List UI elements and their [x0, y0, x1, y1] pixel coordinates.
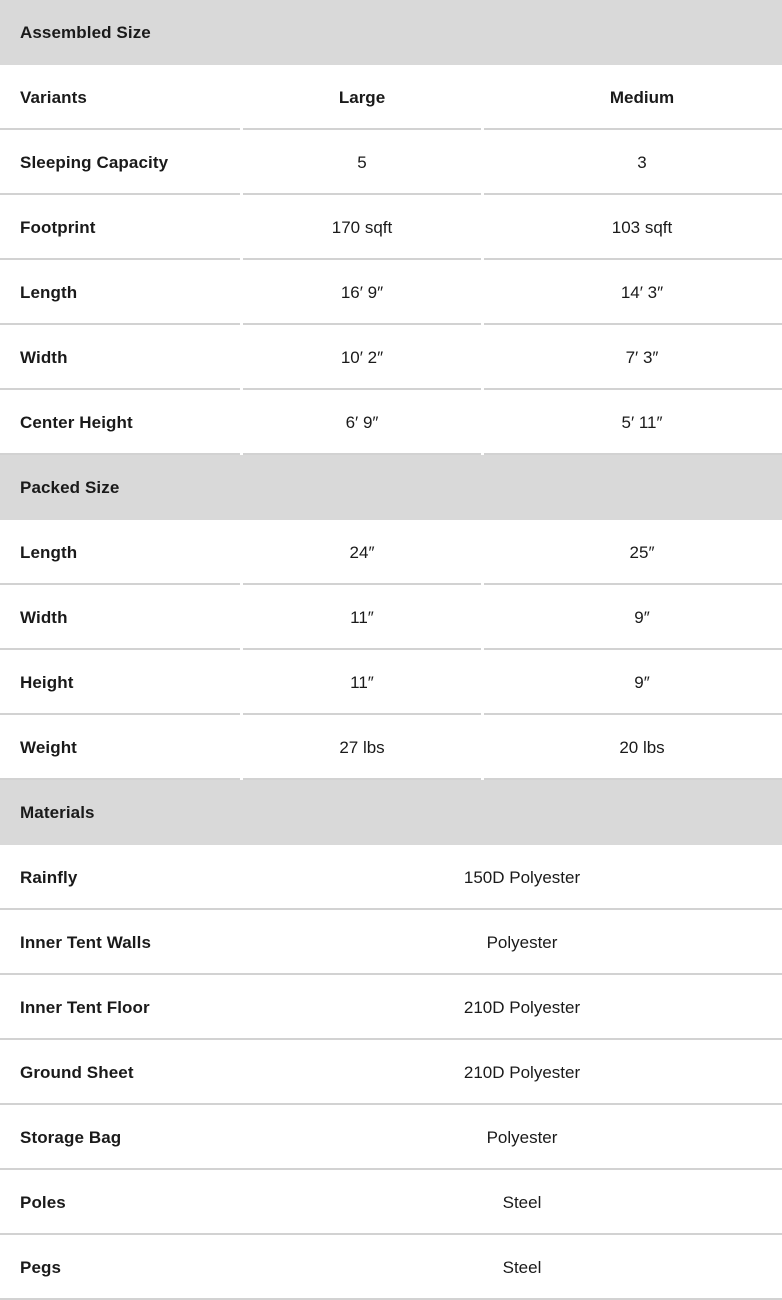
- spec-value-large: 10′ 2″: [340, 347, 384, 367]
- spec-row-sleeping-capacity: [0, 130, 782, 195]
- section-title: Assembled Size: [20, 22, 151, 42]
- spec-row-width: [0, 585, 782, 650]
- spec-value-medium: 25″: [629, 542, 655, 562]
- spec-value-large: 16′ 9″: [340, 282, 384, 302]
- spec-row-length: [0, 520, 782, 585]
- column-divider-gap: [481, 453, 484, 455]
- spec-row-inner-tent-walls: [0, 910, 782, 975]
- column-divider-gap: [481, 648, 484, 650]
- column-divider-gap: [481, 583, 484, 585]
- column-header-large: Large: [338, 87, 386, 107]
- spec-value: Steel: [502, 1257, 542, 1277]
- section-header-materials: [0, 780, 782, 845]
- column-divider-gap: [240, 713, 243, 715]
- spec-value-medium: 9″: [634, 672, 650, 692]
- column-divider-gap: [481, 128, 484, 130]
- spec-value: Polyester: [486, 932, 558, 952]
- spec-label: Footprint: [20, 217, 96, 237]
- spec-row-width: [0, 325, 782, 390]
- spec-row-weight: [0, 715, 782, 780]
- spec-label: Height: [20, 672, 74, 692]
- spec-row-ground-sheet: [0, 1040, 782, 1105]
- spec-value-medium: 9″: [634, 607, 650, 627]
- spec-value-large: 24″: [349, 542, 375, 562]
- variants-header-row: [0, 65, 782, 130]
- column-divider-gap: [240, 583, 243, 585]
- spec-value-medium: 20 lbs: [619, 737, 665, 757]
- spec-row-rainfly: [0, 845, 782, 910]
- spec-value: 150D Polyester: [463, 867, 581, 887]
- column-divider-gap: [240, 453, 243, 455]
- spec-label: Sleeping Capacity: [20, 152, 169, 172]
- column-header-medium: Medium: [609, 87, 675, 107]
- spec-value-medium: 5′ 11″: [621, 412, 663, 432]
- spec-row-center-height: [0, 390, 782, 455]
- column-divider-gap: [481, 323, 484, 325]
- spec-label: Width: [20, 347, 68, 367]
- spec-label: Length: [20, 282, 78, 302]
- column-divider-gap: [481, 193, 484, 195]
- spec-label: Center Height: [20, 412, 133, 432]
- spec-value-medium: 7′ 3″: [625, 347, 659, 367]
- spec-value-large: 11″: [350, 607, 374, 627]
- spec-value: Polyester: [486, 1127, 558, 1147]
- column-divider-gap: [481, 388, 484, 390]
- spec-label: Ground Sheet: [20, 1062, 134, 1082]
- spec-row-footprint: [0, 195, 782, 260]
- section-title: Materials: [20, 802, 95, 822]
- spec-row-pegs: [0, 1235, 782, 1300]
- spec-value: 210D Polyester: [463, 1062, 581, 1082]
- spec-row-height: [0, 650, 782, 715]
- spec-label: Storage Bag: [20, 1127, 122, 1147]
- spec-row-length: [0, 260, 782, 325]
- spec-row-inner-tent-floor: [0, 975, 782, 1040]
- spec-value-medium: 14′ 3″: [620, 282, 664, 302]
- spec-value-large: 5: [357, 152, 367, 172]
- section-header-packed-size: [0, 455, 782, 520]
- spec-value-large: 11″: [350, 672, 374, 692]
- spec-row-poles: [0, 1170, 782, 1235]
- column-divider-gap: [240, 323, 243, 325]
- column-divider-gap: [240, 648, 243, 650]
- spec-row-storage-bag: [0, 1105, 782, 1170]
- spec-value-large: 170 sqft: [331, 217, 393, 237]
- column-divider-gap: [240, 128, 243, 130]
- spec-value: Steel: [502, 1192, 542, 1212]
- spec-label: Width: [20, 607, 68, 627]
- spec-value: 210D Polyester: [463, 997, 581, 1017]
- section-header-assembled-size: [0, 0, 782, 65]
- spec-label: Inner Tent Floor: [20, 997, 150, 1017]
- column-divider-gap: [481, 778, 484, 780]
- column-divider-gap: [240, 778, 243, 780]
- spec-value-medium: 3: [637, 152, 647, 172]
- spec-label: Variants: [20, 87, 87, 107]
- column-divider-gap: [240, 388, 243, 390]
- spec-value-large: 27 lbs: [339, 737, 385, 757]
- spec-label: Inner Tent Walls: [20, 932, 152, 952]
- column-divider-gap: [240, 258, 243, 260]
- spec-label: Pegs: [20, 1257, 62, 1277]
- column-divider-gap: [481, 713, 484, 715]
- column-divider-gap: [240, 193, 243, 195]
- column-divider-gap: [481, 258, 484, 260]
- spec-label: Rainfly: [20, 867, 78, 887]
- spec-label: Poles: [20, 1192, 66, 1212]
- spec-label: Weight: [20, 737, 77, 757]
- spec-value-medium: 103 sqft: [611, 217, 673, 237]
- spec-label: Length: [20, 542, 78, 562]
- spec-value-large: 6′ 9″: [345, 412, 379, 432]
- section-title: Packed Size: [20, 477, 120, 497]
